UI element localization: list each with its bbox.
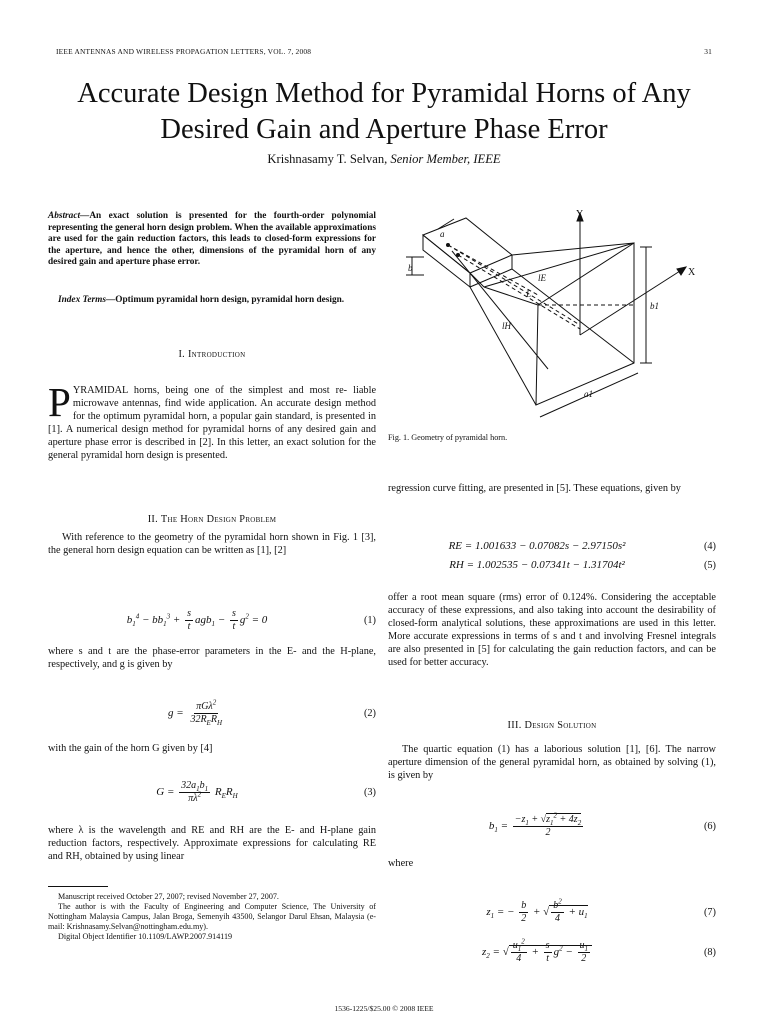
equation-body: g = $\frac{\pi G\lambda^2}{32R_ER_H}$ [168, 698, 222, 727]
author-grade: Senior Member, IEEE [390, 152, 501, 166]
horn-edge [484, 243, 634, 287]
x-axis-arrow-icon [677, 267, 686, 275]
paragraph-gain [48, 742, 376, 755]
abstract-label: Abstract— [48, 211, 90, 221]
index-terms-label: Index Terms— [58, 295, 116, 305]
paragraph-phase-error [48, 645, 376, 671]
footnote-received: Manuscript received October 27, 2007; revised November 27, 2007. [58, 892, 279, 901]
paper-title: Accurate Design Method for Pyramidal Horns of Any Desired Gain and Aperture Phase Error [77, 78, 691, 145]
equation-number: (4) [703, 540, 716, 552]
equation-body: $b_1$ = $\frac{-z_1 + √z_1^2 + 4z_2}{2}$ [488, 811, 582, 838]
equation-body: RH = 1.002535 − 0.07341t − 1.31704t² [449, 559, 625, 571]
equation-number: (3) [363, 787, 376, 798]
intro-paragraph [48, 379, 377, 462]
page-number: 31 [704, 47, 712, 56]
waveguide-edge [470, 269, 512, 287]
paragraph-text: where s and t are the phase-error parameters in the E- and the H-plane, respectively, and g is given by [48, 646, 376, 670]
pyramidal-horn-figure [388, 205, 718, 427]
paragraph-regression [388, 482, 716, 495]
label-a1: a1 [584, 389, 593, 399]
equation-3 [48, 780, 376, 805]
label-b1: b1 [650, 301, 659, 311]
intro-lead: YRAMIDAL horns, being one of the simplest and most re- [72, 385, 348, 396]
horn-edge [512, 269, 634, 363]
paragraph-wavelength [48, 824, 376, 863]
section-title: The Horn Design Problem [160, 514, 277, 525]
equation-8 [388, 937, 716, 965]
waveguide-front-face [423, 235, 470, 287]
equation-7 [388, 897, 716, 925]
section-title: Introduction [187, 349, 246, 360]
paragraph-text: with the gain of the horn G given by [4] [48, 743, 213, 754]
paragraph-text: The quartic equation (1) has a laborious solution [1], [6]. The narrow aperture dimension of the general pyramidal horn, as obtained by solving (1), is given by [388, 744, 716, 781]
label-x: X [688, 267, 696, 278]
figure-caption: Fig. 1. Geometry of pyramidal horn. [388, 433, 508, 442]
equation-body: $z_2$ = √ $\frac{u_1^2}{4}$ + $\frac{s}{t}$ $g^2$ − $\frac{u_1}{2}$ [388, 940, 686, 965]
label-l: L [526, 289, 532, 299]
apex-point-icon [456, 253, 460, 257]
journal-name: IEEE ANTENNAS AND WIRELESS PROPAGATION LETTERS, VOL. 7, 2008 [56, 47, 312, 56]
footnote-rule [48, 886, 108, 887]
equation-number: (6) [703, 821, 716, 832]
paragraph-text: where λ is the wavelength and RE and RH are the E- and H-plane gain reduction factors, respectively. Approximate expressions for calculating RE and RH, obtained by using linear [48, 825, 376, 862]
section-heading-design-solution [388, 720, 716, 731]
x-axis [580, 271, 680, 335]
paragraph-text: regression curve fitting, are presented in [5]. These equations, given by [388, 483, 681, 494]
section-number: I. [178, 349, 186, 360]
label-y: Y [576, 209, 584, 220]
equation-number: (2) [363, 708, 376, 719]
dimension-lh [452, 251, 548, 369]
equation-number: (7) [703, 907, 716, 918]
running-head [56, 47, 712, 56]
equation-number: (5) [703, 559, 716, 571]
equation-number: (8) [703, 947, 716, 958]
equation-6 [388, 811, 716, 839]
equation-2 [48, 698, 376, 727]
section-heading-horn-design [48, 514, 376, 525]
footnote [48, 892, 376, 942]
equation-5 [388, 559, 716, 571]
label-b: b [408, 263, 413, 273]
label-lh: lH [502, 321, 511, 331]
abstract-text: An exact solution is presented for the fourth-order polynomial representing the general horn design problem. When the available approximations are used for the gain reduction factors, this leads to closed-form expressions for the aperture, and hence the other, dimensions of the pyramidal horn of any desired gain and aperture phase error. [48, 211, 376, 268]
paragraph-quartic [388, 743, 716, 782]
dashed-line-l [458, 255, 580, 329]
equation-number: (1) [363, 615, 376, 626]
intro-rest: liable microwave antennas, find wide application. An accurate design method for the optimum pyramidal horn, a popular gain standard, is presented in [1]. A numerical design method for pyramidal horns of any desired gain and aperture phase error is described in [2]. In this letter, an exact solution for the general pyramidal horn design is presented. [48, 385, 377, 461]
section-title: Design Solution [524, 720, 597, 731]
apex-point-icon [446, 243, 450, 247]
abstract [48, 211, 376, 269]
section-number: II. [147, 514, 159, 525]
copyright-line: 1536-1225/$25.00 © 2008 IEEE [334, 1004, 434, 1013]
drop-cap: P [48, 379, 71, 425]
equation-body: RE = 1.001633 − 0.07082s − 2.97150s² [448, 540, 626, 552]
footnote-affiliation: The author is with the Faculty of Engineering and Computer Science, The University of Nottingham Malaysia Campus, Jalan Broga, Semenyih 43500, Selangor Darul Ehsan, Malaysia (e-mail: Krishnasamy.Selvan@nottingham.edu.my). [48, 902, 376, 931]
paragraph-text: With reference to the geometry of the pyramidal horn shown in Fig. 1 [3], the general horn design equation can be written as [1], [2] [48, 532, 376, 556]
footnote-doi: Digital Object Identifier 10.1109/LAWP.2007.914119 [58, 932, 233, 941]
section-heading-introduction [48, 349, 376, 360]
label-le: lE [538, 273, 546, 283]
author-line [40, 152, 728, 167]
paragraph-where [388, 857, 716, 870]
equation-4 [388, 540, 716, 552]
horn-edge-top [512, 243, 634, 255]
paragraph-text: offer a root mean square (rms) error of 0.124%. Considering the acceptable accuracy of these expressions, and also taking into account the desirability of closed-form analytical solutions, these approximations are used in this letter. More accurate expressions in terms of s and t and involving Fresnel integrals are also presented in [5] for calculating the gain reduction factors, and can be used for better accuracy. [388, 592, 716, 668]
equation-body: $z_1$ = − $\frac{b}{2}$ + √ $\frac{b^2}{4}$ + $u_1$ [486, 897, 588, 924]
paragraph-rms [388, 591, 716, 669]
index-terms-text: Optimum pyramidal horn design, pyramidal horn design. [115, 295, 345, 305]
paragraph-text: where [388, 858, 414, 869]
dashed-line [448, 245, 538, 295]
horn-edge-bottom [470, 287, 536, 405]
label-a: a [440, 229, 445, 239]
author-name: Krishnasamy T. Selvan, [267, 152, 388, 166]
equation-body: $b_1^4 - bb_1^3$ + $\frac{s}{t}$ agb$_1$ − $\frac{s}{t}$ $g^2 = 0$ [126, 608, 268, 632]
index-terms [48, 295, 376, 307]
equation-body: G = $\frac{32a_1b_1}{\pi\lambda^2}$ $R_ER_H$ [156, 780, 238, 804]
equation-1 [48, 608, 376, 633]
paragraph-reference [48, 531, 376, 557]
section-number: III. [507, 720, 522, 731]
